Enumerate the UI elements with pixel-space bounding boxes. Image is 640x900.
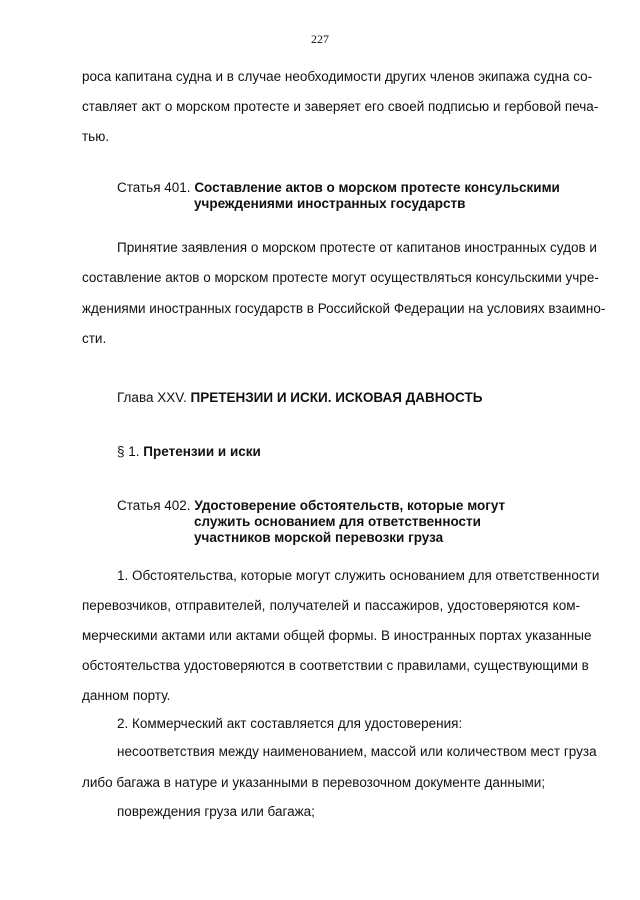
- article-title-continuation: учреждениями иностранных государств: [194, 196, 466, 211]
- paragraph-line: данном порту.: [82, 688, 171, 703]
- paragraph-line: сти.: [82, 331, 107, 346]
- section-heading: [117, 444, 261, 460]
- paragraph-line: обстоятельства удостоверяются в соответствии с правилами, существующими в: [82, 658, 589, 673]
- paragraph-line: перевозчиков, отправителей, получателей и пассажиров, удостоверяются ком-: [82, 598, 580, 613]
- article-title-continuation: участников морской перевозки груза: [194, 530, 444, 545]
- article-title-continuation: служить основанием для ответственности: [194, 514, 481, 529]
- chapter-heading: [117, 390, 482, 406]
- paragraph-line: Принятие заявления о морском протесте от капитанов иностранных судов и: [117, 240, 597, 255]
- paragraph-line: либо багажа в натуре и указанными в перевозочном документе данными;: [82, 775, 546, 790]
- paragraph-line: составление актов о морском протесте могут осуществляться консульскими учре-: [82, 270, 599, 285]
- paragraph-line: повреждения груза или багажа;: [117, 804, 315, 819]
- paragraph-line: роса капитана судна и в случае необходимости других членов экипажа судна со-: [82, 69, 593, 84]
- chapter-title: ПРЕТЕНЗИИ И ИСКИ. ИСКОВАЯ ДАВНОСТЬ: [190, 390, 483, 405]
- article-401-heading: [117, 180, 560, 196]
- section-title: Претензии и иски: [143, 444, 261, 459]
- section-label: § 1.: [117, 444, 140, 459]
- article-title: Удостоверение обстоятельств, которые могут: [194, 498, 506, 513]
- article-label: Статья 401.: [117, 180, 191, 195]
- paragraph-line: ждениями иностранных государств в Российской Федерации на условиях взаимно-: [82, 301, 606, 316]
- paragraph-line: 2. Коммерческий акт составляется для удостоверения:: [117, 716, 463, 731]
- page-number: 227: [311, 32, 329, 46]
- article-label: Статья 402.: [117, 498, 191, 513]
- paragraph-line: тью.: [82, 129, 110, 144]
- paragraph-line: несоответствия между наименованием, массой или количеством мест груза: [117, 744, 597, 759]
- chapter-label: Глава XXV.: [117, 390, 187, 405]
- paragraph-line: 1. Обстоятельства, которые могут служить основанием для ответственности: [117, 568, 600, 583]
- paragraph-line: ставляет акт о морском протесте и заверяет его своей подписью и гербовой печа-: [82, 99, 599, 114]
- article-title: Составление актов о морском протесте консульскими: [194, 180, 560, 195]
- article-402-heading: [117, 498, 505, 514]
- paragraph-line: мерческими актами или актами общей формы. В иностранных портах указанные: [82, 628, 592, 643]
